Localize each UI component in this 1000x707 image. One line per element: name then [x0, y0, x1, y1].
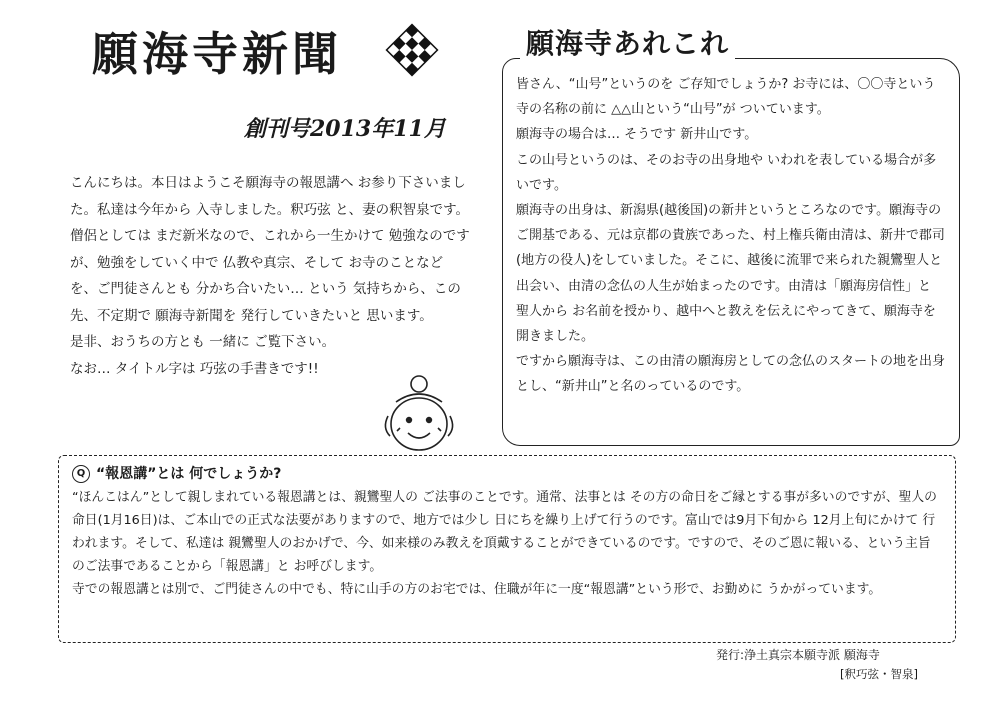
- explain-heading: [72, 463, 281, 483]
- newspaper-title: 願海寺新聞: [92, 27, 342, 81]
- authors: [釈巧弦・智泉]: [840, 667, 918, 681]
- column-title: 願海寺あれこれ: [520, 22, 735, 62]
- question-icon: Q: [72, 465, 90, 483]
- explain-paragraph: 寺での報恩講とは別で、ご門徒さんの中でも、特に山手の方のお宅では、住職が年に一度“報恩講”という形で、お勤めに うかがっています。: [72, 582, 882, 597]
- intro-paragraph: こんにちは。本日はようこそ願海寺の報恩講へ お参り下さいました。私達は今年から 入寺しました。釈巧弦 と、妻の釈智泉です。僧侶としては まだ新米なので、これから一生かけて 勉強なのですが、勉強をしていく中で 仏教や真宗、そして お寺のことなどを、ご門徒さんとも 分かち合いたい… という 気持ちから、この先、不定期で 願海寺新聞を 発行していきたいと 思います。: [70, 175, 470, 324]
- explain-heading-text: “報恩講”とは 何でしょうか?: [96, 466, 282, 482]
- explain-paragraph: “ほんこはん”として親しまれている報恩講とは、親鸞聖人の ご法事のことです。通常、法事とは その方の命日をご縁とする事が多いのですが、聖人の命日(1月16日)は、ご本山での正式な法要がありますので、地方では少し 日にちを繰り上げて行うのです。富山では9月下旬から 12月上旬にかけて 行われます。そして、私達は 親鸞聖人のおかげで、今、如来様のみ教えを頂戴することができているのです。ですので、そのご恩に報いる、という主旨のご法事であることから「報恩講」と お呼びします。: [72, 490, 937, 574]
- checker-ornament-icon: [384, 22, 440, 78]
- intro-paragraph: 是非、おうちの方とも 一緒に ご覧下さい。: [70, 334, 336, 350]
- intro-text: [70, 170, 470, 382]
- column-paragraph: ですから願海寺は、この由清の願海房としての念仏のスタートの地を出身とし、“新井山”と名のっているのです。: [516, 354, 946, 395]
- column-text: [516, 72, 948, 400]
- issue-date: 創刊号2013年11月: [244, 116, 446, 142]
- column-paragraph: 願海寺の場合は… そうです 新井山です。: [516, 127, 758, 143]
- intro-paragraph: なお… タイトル字は 巧弦の手書きです!!: [70, 360, 319, 377]
- column-paragraph: 願海寺の出身は、新潟県(越後国)の新井というところなのです。願海寺のご開基である、元は京都の貴族であった、村上権兵衛由清は、新井で郡司(地方の役人)をしていました。そこに、越後に流罪で来られた親鸞聖人と出会い、由清の念仏の人生が始まったのです。由清は「願海房信性」と 聖人から お名前を授かり、越中へと教えを伝えにやってきて、願海寺を開きました。: [516, 203, 945, 345]
- explain-text: [72, 486, 940, 601]
- publisher: 発行:浄土真宗本願寺派 願海寺: [716, 648, 880, 662]
- column-paragraph: この山号というのは、そのお寺の出身地や いわれを表している場合が多いです。: [516, 152, 937, 193]
- column-paragraph: 皆さん、“山号”というのを ご存知でしょうか? お寺には、〇〇寺という寺の名称の前に △△山という“山号”が ついています。: [516, 77, 936, 118]
- smiling-face-icon: [374, 372, 464, 462]
